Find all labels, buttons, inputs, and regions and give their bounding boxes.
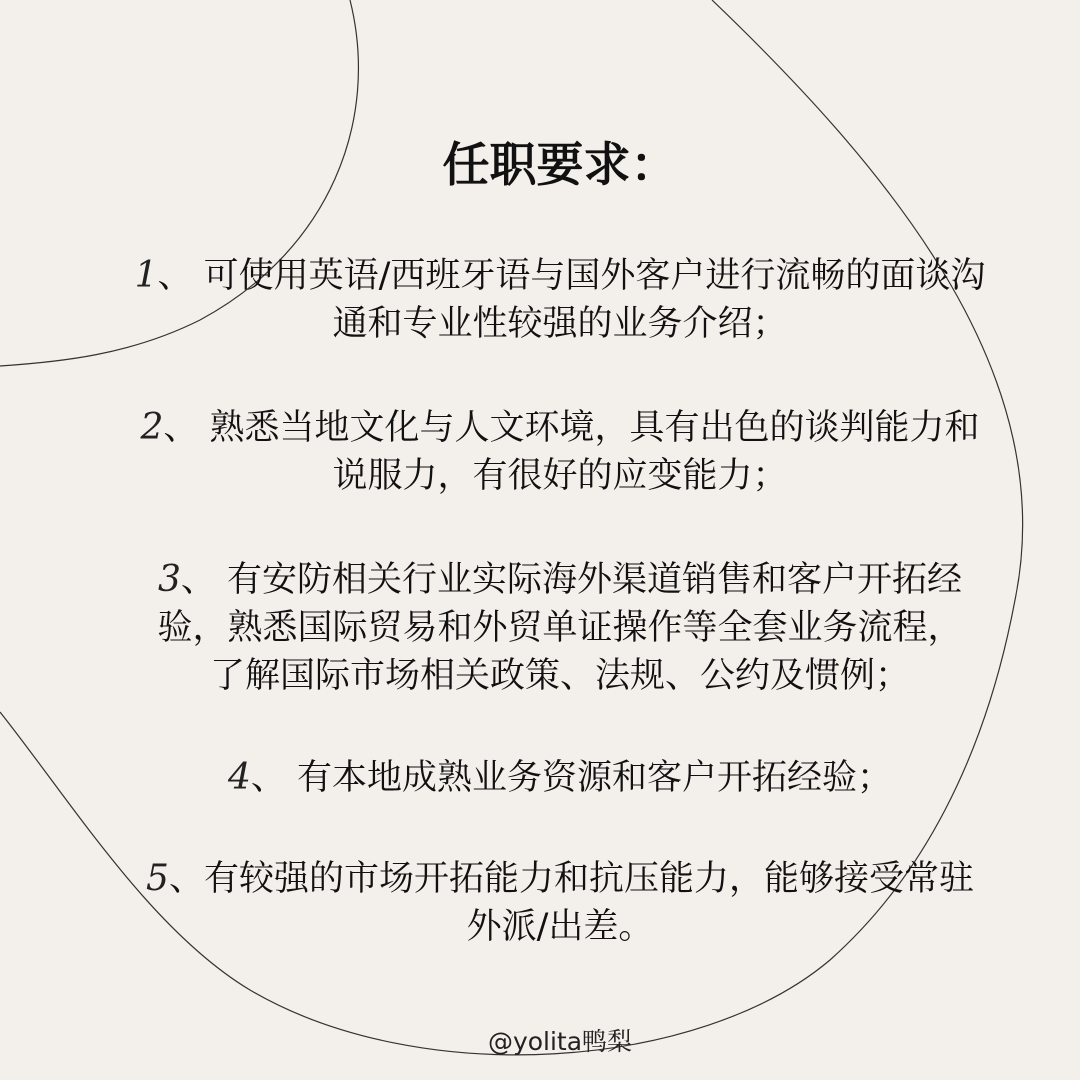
requirement-text: 、 熟悉当地文化与人文环境，具有出色的谈判能力和 (163, 408, 980, 448)
requirement-text: 通和专业性较强的业务介绍； (332, 304, 788, 344)
author-handle: @yolita鸭梨 (487, 1027, 633, 1056)
requirement-text: 了解国际市场相关政策、法规、公约及惯例； (209, 656, 910, 696)
requirement-text: 外派/出差。 (466, 907, 654, 947)
requirement-text: 、 可使用英语/西班牙语与国外客户进行流畅的面谈沟 (157, 256, 986, 296)
requirement-text: 说服力，有很好的应变能力； (332, 456, 788, 496)
requirement-text: 、 有安防相关行业实际海外渠道销售和客户开拓经 (180, 560, 963, 600)
requirement-item-4 (40, 754, 1080, 802)
requirement-item-3 (40, 556, 1080, 700)
requirement-item-1 (40, 252, 1080, 348)
requirement-text: 、有较强的市场开拓能力和抗压能力，能够接受常驻 (168, 859, 974, 899)
requirement-number: 1 (134, 255, 158, 296)
content-area (40, 0, 1080, 1080)
requirement-text: 、 有本地成熟业务资源和客户开拓经验； (250, 758, 893, 798)
requirement-text: 验，熟悉国际贸易和外贸单证操作等全套业务流程， (157, 608, 963, 648)
requirement-number: 2 (140, 407, 164, 448)
requirement-number: 4 (227, 757, 251, 798)
requirement-line (40, 855, 1080, 903)
requirement-item-2 (40, 404, 1080, 500)
requirement-number: 3 (157, 559, 181, 600)
requirement-line (40, 754, 1080, 802)
requirement-number: 5 (146, 858, 169, 899)
requirement-line (40, 556, 1080, 604)
page-title: 任职要求： (442, 138, 678, 193)
requirement-line (40, 252, 1080, 300)
requirement-line (40, 404, 1080, 452)
requirement-item-5 (40, 855, 1080, 951)
